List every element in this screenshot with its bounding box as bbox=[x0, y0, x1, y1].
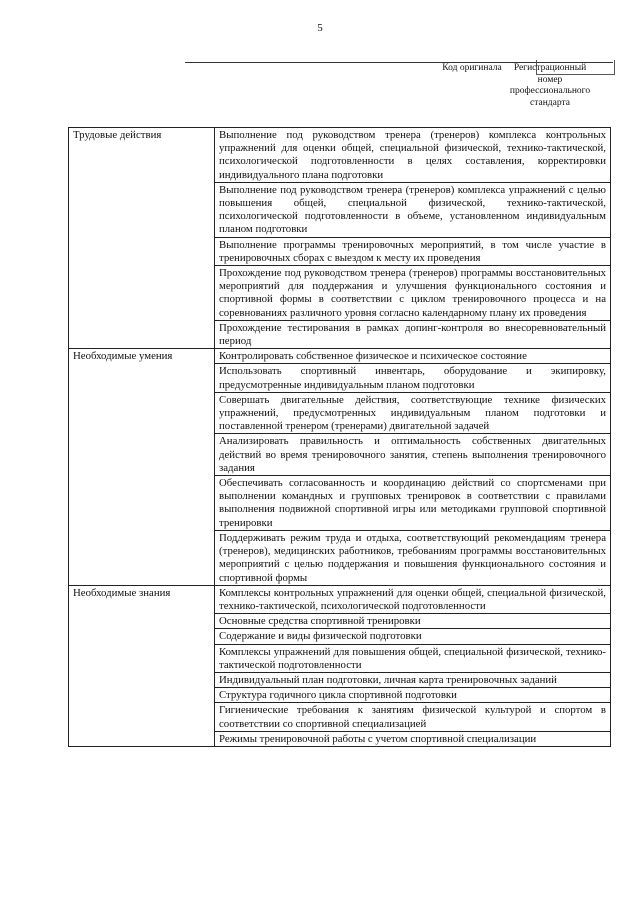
page-number: 5 bbox=[317, 22, 323, 34]
labor-functions-table bbox=[68, 127, 611, 747]
item-cell: Прохождение тестирования в рамках допинг-контроля во внесоревновательный период bbox=[215, 320, 611, 348]
category-cell: Трудовые действия bbox=[69, 128, 215, 349]
category-cell: Необходимые знания bbox=[69, 585, 215, 746]
item-cell: Анализировать правильность и оптимальность собственных двигательных действий во время тренировочного занятия, степень выполнения тренировочного задания bbox=[215, 434, 611, 476]
item-cell: Структура годичного цикла спортивной подготовки bbox=[215, 688, 611, 703]
category-cell: Необходимые умения bbox=[69, 349, 215, 585]
item-cell: Индивидуальный план подготовки, личная карта тренировочных заданий bbox=[215, 672, 611, 687]
item-cell: Выполнение под руководством тренера (тренеров) комплекса упражнений с целью повышения общей, специальной физической, технико-тактической, психологической подготовленности в объеме, установленном индивидуальным планом подготовки bbox=[215, 182, 611, 237]
item-cell: Комплексы контрольных упражнений для оценки общей, специальной физической, технико-тактической, психологической подготовленности bbox=[215, 585, 611, 613]
table-row bbox=[69, 585, 611, 613]
item-cell: Выполнение программы тренировочных мероприятий, в том числе участие в тренировочных сборах с выездом к месту их проведения bbox=[215, 237, 611, 265]
table-row bbox=[69, 128, 611, 183]
item-cell: Основные средства спортивной тренировки bbox=[215, 614, 611, 629]
item-cell: Обеспечивать согласованность и координацию действий со спортсменами при выполнении командных и групповых тренировок в соответствии с правилами выполнения подвижной спортивной игры или методиками групповой спортивной тренировки bbox=[215, 476, 611, 531]
item-cell: Контролировать собственное физическое и психическое состояние bbox=[215, 349, 611, 364]
item-cell: Содержание и виды физической подготовки bbox=[215, 629, 611, 644]
code-label: Код оригинала bbox=[442, 63, 502, 73]
item-cell: Режимы тренировочной работы с учетом спортивной специализации bbox=[215, 731, 611, 746]
item-cell: Поддерживать режим труда и отдыха, соответствующий рекомендациям тренера (тренеров), медицинских работников, требованиям программы восстановительных мероприятий с целью поддержания и повышения функционального состояния и спортивной формы bbox=[215, 530, 611, 585]
item-cell: Совершать двигательные действия, соответствующие технике физических упражнений, предусмотренных индивидуальным планом подготовки и поставленной тренером (тренерами) двигательной задачей bbox=[215, 392, 611, 434]
item-cell: Прохождение под руководством тренера (тренеров) программы восстановительных мероприятий для поддержания и улучшения функционального состояния и спортивной формы в соответствии с циклом тренировочного процесса и на соревнованиях различного уровня согласно календарному плану их проведения bbox=[215, 266, 611, 321]
item-cell: Комплексы упражнений для повышения общей, специальной физической, технико-тактической подготовленности bbox=[215, 644, 611, 672]
registration-number-label: Регистрационный номер профессионального стандарта bbox=[509, 63, 591, 108]
item-cell: Выполнение под руководством тренера (тренеров) комплекса контрольных упражнений для оценки общей, специальной физической, технико-тактической, психологической подготовленности в целях составления, корректировки индивидуального плана подготовки bbox=[215, 128, 611, 183]
table-row bbox=[69, 349, 611, 364]
item-cell: Использовать спортивный инвентарь, оборудование и экипировку, предусмотренные индивидуальным планом подготовки bbox=[215, 364, 611, 392]
item-cell: Гигиенические требования к занятиям физической культурой и спортом в соответствии со спортивной специализацией bbox=[215, 703, 611, 731]
